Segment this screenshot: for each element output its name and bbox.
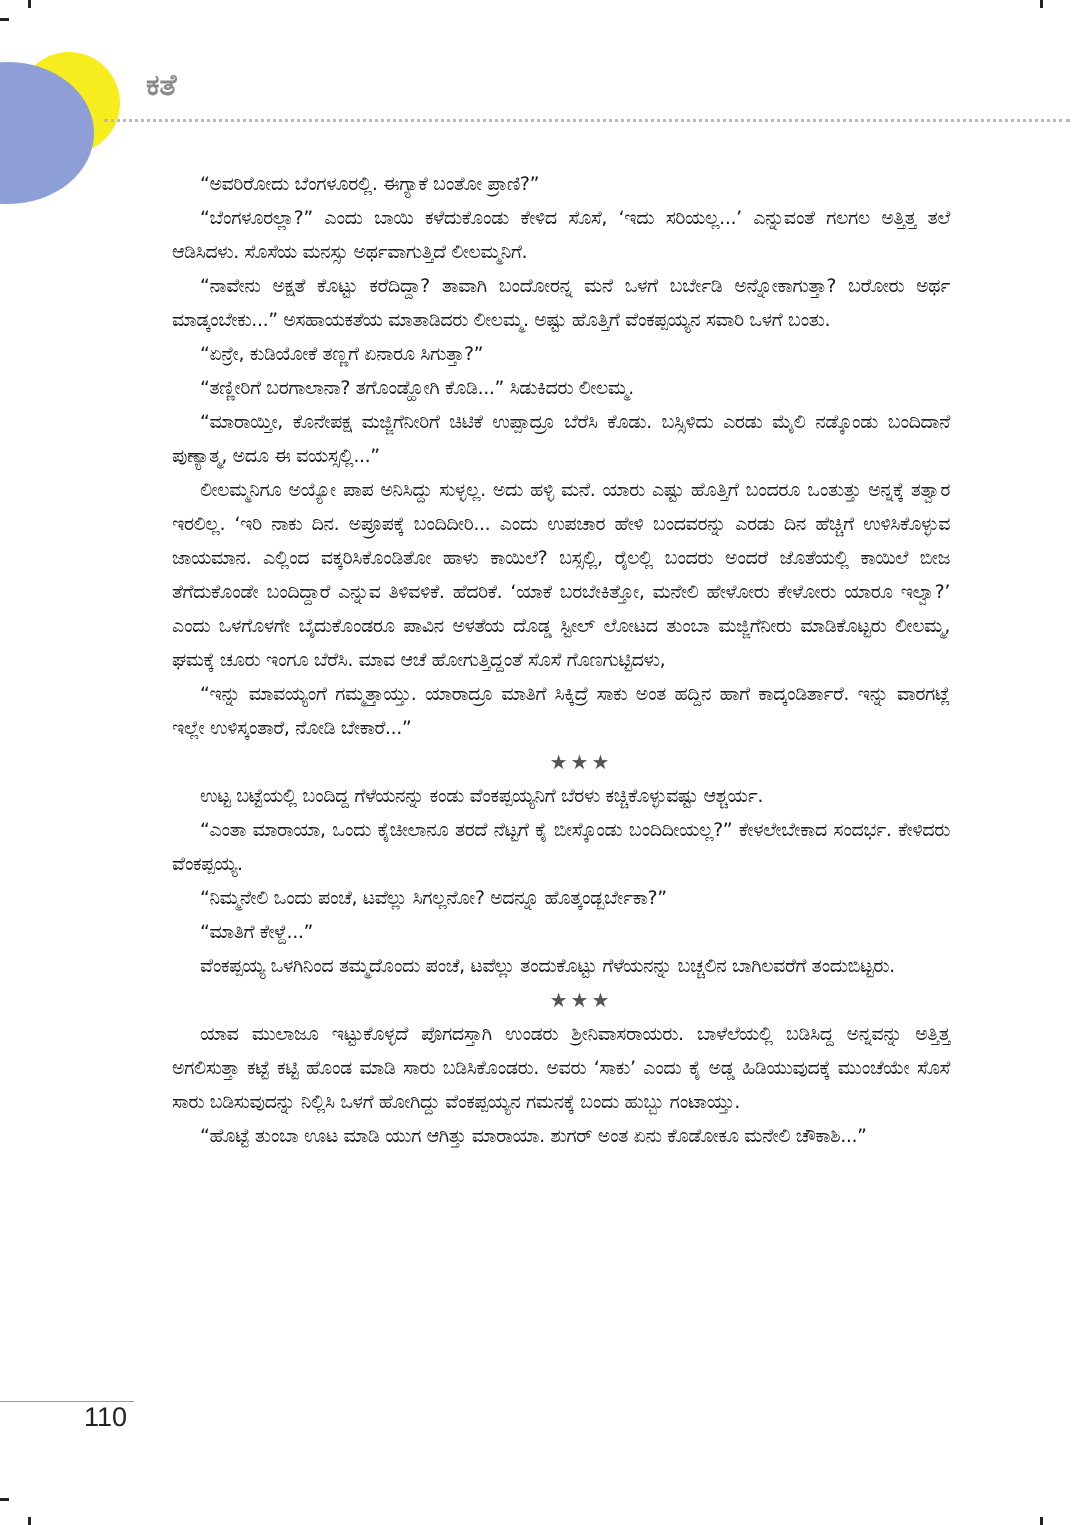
paragraph: “ಹೊಟ್ಟೆ ತುಂಬಾ ಊಟ ಮಾಡಿ ಯುಗ ಆಗಿತ್ತು ಮಾರಾಯಾ. ಶುಗರ್ ಅಂತ ಏನು ಕೊಡೋಕೂ ಮನೇಲಿ ಚೌಕಾಶಿ...”: [200, 1125, 867, 1147]
paragraph: “ನಾವೇನು ಅಕ್ಷತೆ ಕೊಟ್ಟು ಕರೆದಿದ್ದಾ? ತಾವಾಗಿ ಬಂದೋರನ್ನ ಮನೆ ಒಳಗೆ ಬರ್ಬೇಡಿ ಅನ್ನೋಕಾಗುತ್ತಾ? ಬರೋರು ಅರ್ಥ ಮಾಡ್ಕಂಬೇಕು...” ಅಸಹಾಯಕತೆಯ ಮಾತಾಡಿದರು ಲೀಲಮ್ಮ. ಅಷ್ಟು ಹೊತ್ತಿಗೆ ವೆಂಕಪ್ಪಯ್ಯನ ಸವಾರಿ ಒಳಗೆ ಬಂತು.: [172, 275, 950, 331]
paragraph: ಲೀಲಮ್ಮನಿಗೂ ಅಯ್ಯೋ ಪಾಪ ಅನಿಸಿದ್ದು ಸುಳ್ಳಲ್ಲ. ಅದು ಹಳ್ಳಿ ಮನೆ. ಯಾರು ಎಷ್ಟು ಹೊತ್ತಿಗೆ ಬಂದರೂ ಒಂತುತ್ತು ಅನ್ನಕ್ಕೆ ತತ್ವಾರ ಇರಲಿಲ್ಲ. ‘ಇರಿ ನಾಕು ದಿನ. ಅಪ್ರೂಪಕ್ಕೆ ಬಂದಿದೀರಿ... ಎಂದು ಉಪಚಾರ ಹೇಳಿ ಬಂದವರನ್ನು ಎರಡು ದಿನ ಹೆಚ್ಚಿಗೆ ಉಳಿಸಿಕೊಳ್ಳುವ ಜಾಯಮಾನ. ಎಲ್ಲಿಂದ ವಕ್ಕರಿಸಿಕೊಂಡಿತೋ ಹಾಳು ಕಾಯಿಲೆ? ಬಸ್ಸಲ್ಲಿ, ರೈಲಲ್ಲಿ ಬಂದರು ಅಂದರೆ ಜೊತೆಯಲ್ಲಿ ಕಾಯಿಲೆ ಬೀಜ ತೆಗೆದುಕೊಂಡೇ ಬಂದಿದ್ದಾರೆ ಎನ್ನುವ ತಿಳಿವಳಿಕೆ. ಹೆದರಿಕೆ. ‘ಯಾಕೆ ಬರಬೇಕಿತ್ತೋ, ಮನೇಲಿ ಹೇಳೋರು ಕೇಳೋರು ಯಾರೂ ಇಲ್ವಾ?’ ಎಂದು ಒಳಗೊಳಗೇ ಬೈದುಕೊಂಡರೂ ಪಾವಿನ ಅಳತೆಯ ದೊಡ್ಡ ಸ್ಟೀಲ್ ಲೋಟದ ತುಂಬಾ ಮಜ್ಜಿಗೆನೀರು ಮಾಡಿಕೊಟ್ಟರು ಲೀಲಮ್ಮ, ಘಮಕ್ಕೆ ಚೂರು ಇಂಗೂ ಬೆರೆಸಿ. ಮಾವ ಆಚೆ ಹೋಗುತ್ತಿದ್ದಂತೆ ಸೊಸೆ ಗೊಣಗುಟ್ಟಿದಳು,: [172, 479, 950, 671]
paragraph: “ಇನ್ನು ಮಾವಯ್ಯಂಗೆ ಗಮ್ಮತ್ತಾಯ್ತು. ಯಾರಾದ್ರೂ ಮಾತಿಗೆ ಸಿಕ್ಕಿದ್ರೆ ಸಾಕು ಅಂತ ಹದ್ದಿನ ಹಾಗೆ ಕಾದ್ಕಂಡಿರ್ತಾರೆ. ಇನ್ನು ವಾರಗಟ್ಲೆ ಇಲ್ಲೇ ಉಳಿಸ್ಕಂತಾರೆ, ನೋಡಿ ಬೇಕಾರೆ...”: [172, 683, 950, 739]
crop-mark-bottom-right-v: [1040, 1517, 1043, 1525]
paragraph: “ಅವರಿರೋದು ಬೆಂಗಳೂರಲ್ಲಿ. ಈಗ್ಯಾಕೆ ಬಂತೋ ಪ್ರಾಣಿ?”: [200, 173, 540, 195]
crop-mark-top-right-v: [1040, 0, 1043, 8]
paragraph: “ಮಾತಿಗೆ ಕೇಳ್ದೆ...”: [200, 921, 313, 943]
paragraph: “ಏನ್ರೇ, ಕುಡಿಯೋಕೆ ತಣ್ಣಗೆ ಏನಾರೂ ಸಿಗುತ್ತಾ?”: [200, 343, 484, 365]
paragraph: “ಎಂತಾ ಮಾರಾಯಾ, ಒಂದು ಕೈಚೀಲಾನೂ ತರದೆ ನೆಟ್ಟಗೆ ಕೈ ಬೀಸ್ಕೊಂಡು ಬಂದಿದೀಯಲ್ಲ?” ಕೇಳಲೇಬೇಕಾದ ಸಂದರ್ಭ. ಕೇಳಿದರು ವೆಂಕಪ್ಪಯ್ಯ.: [172, 819, 950, 875]
header-dotted-rule: [104, 119, 1070, 122]
paragraph: “ಮಾರಾಯ್ತೀ, ಕೊನೇಪಕ್ಷ ಮಜ್ಜಿಗೆನೀರಿಗೆ ಚಿಟಿಕೆ ಉಪ್ಪಾದ್ರೂ ಬೆರೆಸಿ ಕೊಡು. ಬಸ್ಸಿಳಿದು ಎರಡು ಮೈಲಿ ನಡ್ಕೊಂಡು ಬಂದಿದಾನೆ ಪುಣ್ಯಾತ್ಮ, ಅದೂ ಈ ವಯಸ್ಸಲ್ಲಿ...”: [172, 411, 950, 467]
section-title: ಕತೆ: [146, 68, 177, 103]
crop-mark-top-left-v: [28, 0, 31, 8]
paragraph: ವೆಂಕಪ್ಪಯ್ಯ ಒಳಗಿನಿಂದ ತಮ್ಮದೊಂದು ಪಂಚೆ, ಟವೆಲ್ಲು ತಂದುಕೊಟ್ಟು ಗೆಳೆಯನನ್ನು ಬಚ್ಚಲಿನ ಬಾಗಿಲವರೆಗೆ ತಂದುಬಿಟ್ಟರು.: [200, 955, 895, 977]
scene-separator: ★★★: [549, 750, 613, 774]
story-body: [172, 167, 950, 1153]
paragraph: “ನಿಮ್ಮನೇಲಿ ಒಂದು ಪಂಚೆ, ಟವೆಲ್ಲು ಸಿಗಲ್ಲನೋ? ಅದನ್ನೂ ಹೊತ್ಕಂಡ್ಬರ್ಬೇಕಾ?”: [200, 887, 667, 909]
scene-separator: ★★★: [549, 988, 613, 1012]
paragraph: ಉಟ್ಟ ಬಟ್ಟೆಯಲ್ಲಿ ಬಂದಿದ್ದ ಗೆಳೆಯನನ್ನು ಕಂಡು ವೆಂಕಪ್ಪಯ್ಯನಿಗೆ ಬೆರಳು ಕಚ್ಚಿಕೊಳ್ಳುವಷ್ಟು ಆಶ್ಚರ್ಯ.: [200, 785, 763, 807]
paragraph: “ತಣ್ಣೀರಿಗೆ ಬರಗಾಲಾನಾ? ತಗೊಂಡ್ಹೋಗಿ ಕೊಡಿ...” ಸಿಡುಕಿದರು ಲೀಲಮ್ಮ.: [200, 377, 634, 399]
page-number: 110: [84, 1402, 128, 1432]
crop-mark-bottom-left-v: [28, 1517, 31, 1525]
crop-mark-top-left-h: [0, 18, 9, 21]
paragraph: “ಬೆಂಗಳೂರಲ್ಲಾ?” ಎಂದು ಬಾಯಿ ಕಳೆದುಕೊಂಡು ಕೇಳಿದ ಸೊಸೆ, ‘ಇದು ಸರಿಯಲ್ಲ...’ ಎನ್ನುವಂತೆ ಗಲಗಲ ಅತ್ತಿತ್ತ ತಲೆ ಆಡಿಸಿದಳು. ಸೊಸೆಯ ಮನಸ್ಸು ಅರ್ಥವಾಗುತ್ತಿದೆ ಲೀಲಮ್ಮನಿಗೆ.: [172, 207, 950, 263]
crop-mark-bottom-left-h: [0, 1498, 9, 1501]
paragraph: ಯಾವ ಮುಲಾಜೂ ಇಟ್ಟುಕೊಳ್ಳದೆ ಪೊಗದಸ್ತಾಗಿ ಉಂಡರು ಶ್ರೀನಿವಾಸರಾಯರು. ಬಾಳೆಲೆಯಲ್ಲಿ ಬಡಿಸಿದ್ದ ಅನ್ನವನ್ನು ಅತ್ತಿತ್ತ ಅಗಲಿಸುತ್ತಾ ಕಟ್ಟೆ ಕಟ್ಟಿ ಹೊಂಡ ಮಾಡಿ ಸಾರು ಬಡಿಸಿಕೊಂಡರು. ಅವರು ‘ಸಾಕು’ ಎಂದು ಕೈ ಅಡ್ಡ ಹಿಡಿಯುವುದಕ್ಕೆ ಮುಂಚೆಯೇ ಸೊಸೆ ಸಾರು ಬಡಿಸುವುದನ್ನು ನಿಲ್ಲಿಸಿ ಒಳಗೆ ಹೋಗಿದ್ದು ವೆಂಕಪ್ಪಯ್ಯನ ಗಮನಕ್ಕೆ ಬಂದು ಹುಬ್ಬು ಗಂಟಾಯ್ತು.: [172, 1023, 950, 1113]
